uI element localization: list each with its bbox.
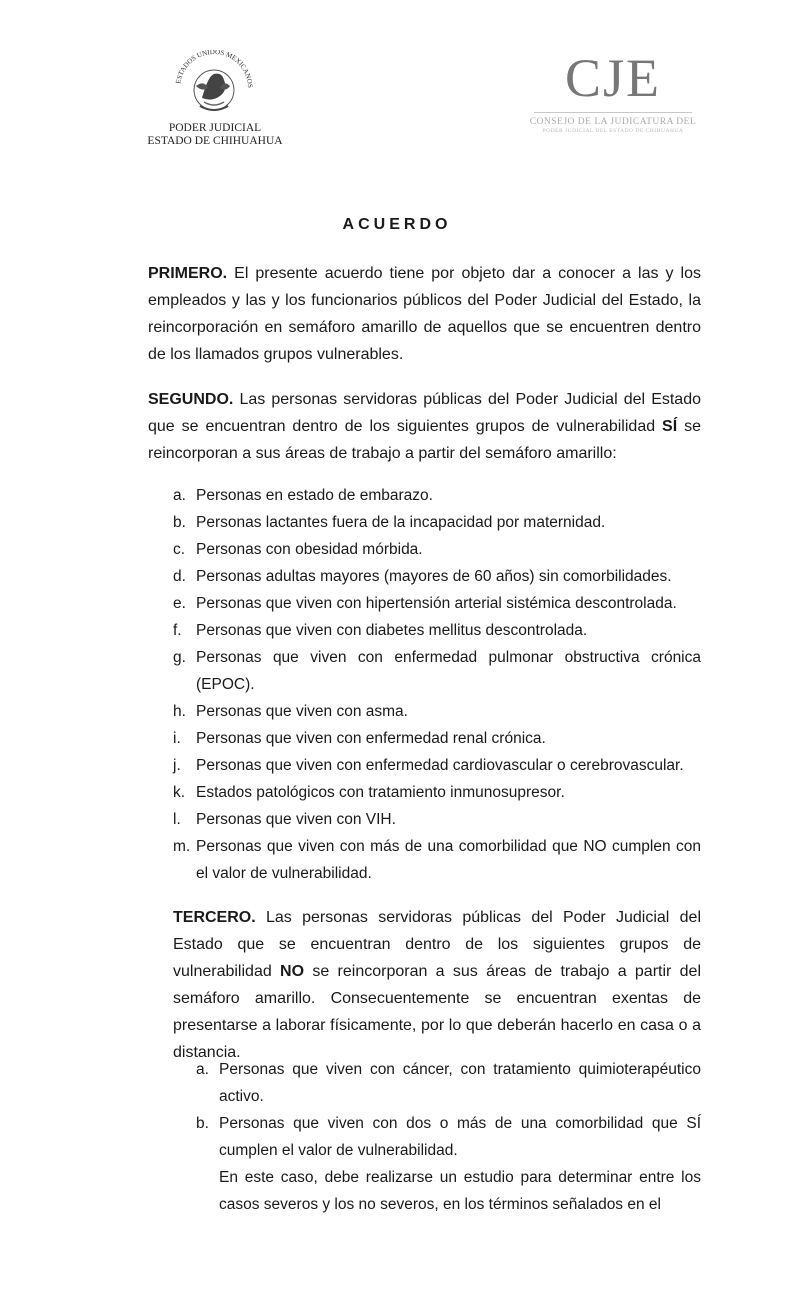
list-text: Personas que viven con hipertensión arterial sistémica descontrolada.: [196, 595, 677, 612]
list-item: [173, 590, 701, 617]
clause-segundo: [148, 386, 701, 467]
list-text: Personas que viven con VIH.: [196, 811, 396, 828]
list-marker: b.: [196, 1115, 209, 1132]
clause-primero-label: PRIMERO.: [148, 265, 228, 282]
list-text: Personas que viven con enfermedad renal crónica.: [196, 730, 546, 747]
issuer-block: [130, 122, 300, 148]
list-item: [196, 1056, 701, 1110]
list-marker: g.: [173, 649, 186, 666]
list-item: [173, 644, 701, 698]
clause-primero: [148, 260, 701, 368]
clause-segundo-text: Las personas servidoras públicas del Poder Judicial del Estado que se encuentran dentro de los siguientes grupos de vulnerabilidad: [148, 391, 701, 435]
cje-logo: [528, 48, 698, 135]
list-continuation-text: En este caso, debe realizarse un estudio para determinar entre los casos severos y los no severos, en los términos señalados en el: [219, 1169, 701, 1213]
list-text: Personas que viven con más de una comorbilidad que NO cumplen con el valor de vulnerabilidad.: [196, 838, 701, 882]
clause-tercero-text-end: se reincorporan a sus áreas de trabajo a partir del semáforo amarillo. Consecuentemente se encuentran exentas de presentarse a laborar físicamente, por lo que deberán hacerlo en casa o a distancia.: [173, 963, 702, 1061]
tercero-list: [196, 1056, 701, 1218]
list-item: [173, 752, 701, 779]
list-text: Personas que viven con enfermedad pulmonar obstructiva crónica (EPOC).: [196, 649, 701, 693]
list-marker: h.: [173, 703, 186, 720]
document-title: ACUERDO: [342, 216, 452, 233]
list-text: Personas en estado de embarazo.: [196, 487, 433, 504]
list-marker: i.: [173, 730, 181, 747]
list-marker: f.: [173, 622, 182, 639]
list-marker: b.: [173, 514, 186, 531]
list-marker: a.: [196, 1061, 209, 1078]
list-marker: c.: [173, 541, 186, 558]
issuer-line-2: ESTADO DE CHIHUAHUA: [147, 135, 283, 147]
list-marker: k.: [173, 784, 186, 801]
mexican-eagle-seal: [172, 50, 256, 120]
cje-line-2: PODER JUDICIAL DEL ESTADO DE CHIHUAHUA: [542, 128, 684, 134]
list-marker: m.: [173, 838, 191, 855]
cje-line-1: CONSEJO DE LA JUDICATURA DEL: [529, 117, 697, 127]
list-text: Personas que viven con asma.: [196, 703, 408, 720]
cje-letters: CJE: [564, 48, 662, 108]
clause-segundo-text-end: se reincorporan a sus áreas de trabajo a partir del semáforo amarillo:: [148, 418, 701, 462]
list-text: Personas que viven con cáncer, con tratamiento quimioterapéutico activo.: [219, 1061, 701, 1105]
list-item: [173, 536, 701, 563]
seal-text: ESTADOS UNIDOS MEXICANOS: [174, 50, 255, 89]
issuer-line-1: PODER JUDICIAL: [168, 122, 262, 134]
list-item: [196, 1110, 701, 1164]
clause-tercero-text: Las personas servidoras públicas del Poder Judicial del Estado que se encuentran dentro de los siguientes grupos de vulnerabilidad: [173, 909, 701, 980]
list-text: Personas que viven con enfermedad cardiovascular o cerebrovascular.: [196, 757, 684, 774]
list-item: [173, 806, 701, 833]
list-item: [173, 563, 701, 590]
list-item: [173, 833, 701, 887]
list-item: [173, 617, 701, 644]
list-marker: d.: [173, 568, 186, 585]
list-item: [173, 725, 701, 752]
list-text: Estados patológicos con tratamiento inmunosupresor.: [196, 784, 565, 801]
cje-divider: [534, 112, 692, 113]
list-item: [173, 779, 701, 806]
list-marker: j.: [173, 757, 181, 774]
clause-tercero-label: TERCERO.: [173, 909, 256, 926]
list-text: Personas que viven con diabetes mellitus descontrolada.: [196, 622, 588, 639]
list-text: Personas que viven con dos o más de una comorbilidad que SÍ cumplen el valor de vulnerabilidad.: [219, 1115, 701, 1159]
list-item-continuation: [196, 1164, 701, 1218]
list-text: Personas lactantes fuera de la incapacidad por maternidad.: [196, 514, 606, 531]
segundo-list: [173, 482, 701, 887]
list-item: [173, 698, 701, 725]
list-item: [173, 509, 701, 536]
list-marker: e.: [173, 595, 186, 612]
list-marker: l.: [173, 811, 181, 828]
clause-segundo-label: SEGUNDO.: [148, 391, 234, 408]
list-item: [173, 482, 701, 509]
list-text: Personas con obesidad mórbida.: [196, 541, 423, 558]
clause-tercero-emphasis: NO: [280, 963, 305, 980]
clause-primero-text: El presente acuerdo tiene por objeto dar a conocer a las y los empleados y las y los funcionarios públicos del Poder Judicial del Estado, la reincorporación en semáforo amarillo de aquellos que se encuentren dentro de los llamados grupos vulnerables.: [148, 265, 701, 363]
list-text: Personas adultas mayores (mayores de 60 años) sin comorbilidades.: [196, 568, 672, 585]
list-marker: a.: [173, 487, 186, 504]
clause-segundo-emphasis: SÍ: [662, 418, 678, 435]
clause-tercero: [173, 904, 701, 1066]
